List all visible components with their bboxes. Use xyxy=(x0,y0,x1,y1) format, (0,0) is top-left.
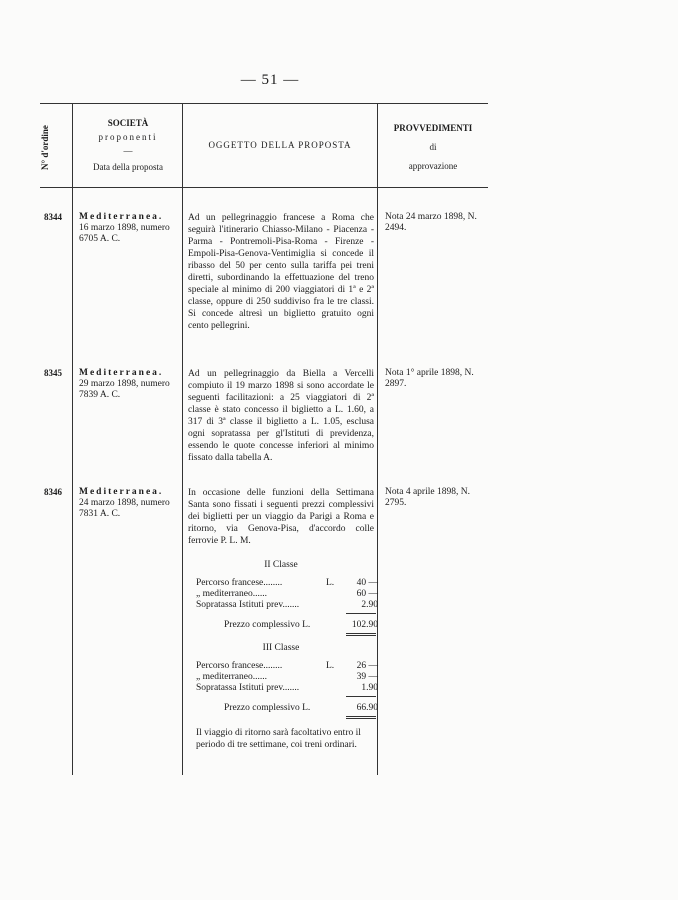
proposal-date: 16 marzo 1898, numero 6705 A. C. xyxy=(79,223,170,244)
header-societa-title: SOCIETÀ xyxy=(107,118,149,128)
total-double-underline xyxy=(346,716,376,717)
sum-underline xyxy=(346,613,376,614)
entry-number: 8346 xyxy=(44,487,62,497)
column-divider-1 xyxy=(72,103,73,775)
entry-text: Ad un pellegrinaggio da Biella a Vercelli compiuto il 19 marzo 1898 si sono accordate le seguenti facilitazioni: a 25 viaggiatori di 2ª classe è stato concesso il biglietto a L. 1.60, a 317 di 3ª classe il biglietto a L. 1.05, esclusa ogni sopratassa per gl'Istituti di previdenza, essendo le quote concesse inferiori al minimo fissato dalla tabella A. xyxy=(188,369,374,463)
header-ordine: N° d'ordine xyxy=(40,125,50,171)
class-title: II Classe xyxy=(264,560,298,570)
price-label: „ mediterraneo...... xyxy=(196,672,267,682)
entry-approval: Nota 4 aprile 1898, N. 2795. xyxy=(385,487,470,508)
entry-text: Ad un pellegrinaggio francese a Roma che seguirà l'itinerario Chiasso-Milano - Piacenza - Parma - Pontremoli-Pisa-Roma - Firenze - Empoli-Pisa-Genova-Ventimiglia si concede il ribasso del 50 per cento sulla tariffa pei treni diretti, subordinando la effettuazione del treno speciale al minimo di 200 viaggiatori di 1ª e 2ª classe, oppure di 250 suddiviso fra le tre classi. Si concede altresì un biglietto gratuito ogni cento pellegrini. xyxy=(188,213,374,331)
price-label: Sopratassa Istituti prev....... xyxy=(196,683,300,693)
price-amount: 40 — xyxy=(356,578,378,588)
header-societa-date: Data della proposta xyxy=(93,162,163,172)
price-currency: L. xyxy=(326,578,335,588)
entry-number: 8345 xyxy=(44,368,62,378)
header-societa-sub: proponenti xyxy=(98,132,158,142)
total-amount: 102.90 xyxy=(351,620,378,630)
proposal-date: 29 marzo 1898, numero 7839 A. C. xyxy=(79,379,170,400)
company-name: Mediterranea. xyxy=(79,487,164,497)
entry-approval: Nota 1° aprile 1898, N. 2897. xyxy=(385,368,474,389)
company-name: Mediterranea. xyxy=(79,212,164,222)
total-double-underline xyxy=(346,718,376,719)
page-number: — 51 — xyxy=(240,72,300,88)
price-amount: 60 — xyxy=(356,589,378,599)
total-amount: 66.90 xyxy=(356,703,378,713)
price-currency: L. xyxy=(326,661,335,671)
price-label: „ mediterraneo...... xyxy=(196,589,267,599)
entry-company xyxy=(79,212,179,245)
price-label: Percorso francese........ xyxy=(196,661,283,671)
header-provv-title: PROVVEDIMENTI xyxy=(393,123,473,133)
closing-text: Il viaggio di ritorno sarà facoltativo entro il periodo di tre settimane, coi treni ordinari. xyxy=(196,728,361,750)
header-bottom-rule xyxy=(40,187,488,188)
top-rule xyxy=(40,103,488,104)
header-oggetto: OGGETTO DELLA PROPOSTA xyxy=(208,140,352,150)
class-title: III Classe xyxy=(262,643,300,653)
price-amount: 1.90 xyxy=(361,683,378,693)
total-double-underline xyxy=(346,635,376,636)
sum-underline xyxy=(346,696,376,697)
header-provv-sub: approvazione xyxy=(408,161,458,171)
price-label: Percorso francese........ xyxy=(196,578,283,588)
header-societa-dash: — xyxy=(123,146,133,156)
total-label: Prezzo complessivo L. xyxy=(224,620,311,630)
entry-text: In occasione delle funzioni della Settimana Santa sono fissati i seguenti prezzi complessivi dei biglietti per un viaggio da Parigi a Roma e ritorno, via Genova-Pisa, d'accordo colle ferrovie P. L. M. xyxy=(188,488,374,546)
company-name: Mediterranea. xyxy=(79,368,164,378)
header-provv-di: di xyxy=(429,142,437,152)
entry-approval: Nota 24 marzo 1898, N. 2494. xyxy=(385,212,477,233)
price-amount: 2.90 xyxy=(361,600,378,610)
proposal-date: 24 marzo 1898, numero 7831 A. C. xyxy=(79,498,170,519)
entry-company xyxy=(79,487,179,520)
total-double-underline xyxy=(346,633,376,634)
entry-company xyxy=(79,368,179,401)
price-amount: 39 — xyxy=(356,672,378,682)
column-divider-2 xyxy=(182,103,183,775)
entry-number: 8344 xyxy=(44,212,62,222)
total-label: Prezzo complessivo L. xyxy=(224,703,311,713)
price-amount: 26 — xyxy=(356,661,378,671)
price-label: Sopratassa Istituti prev....... xyxy=(196,600,300,610)
